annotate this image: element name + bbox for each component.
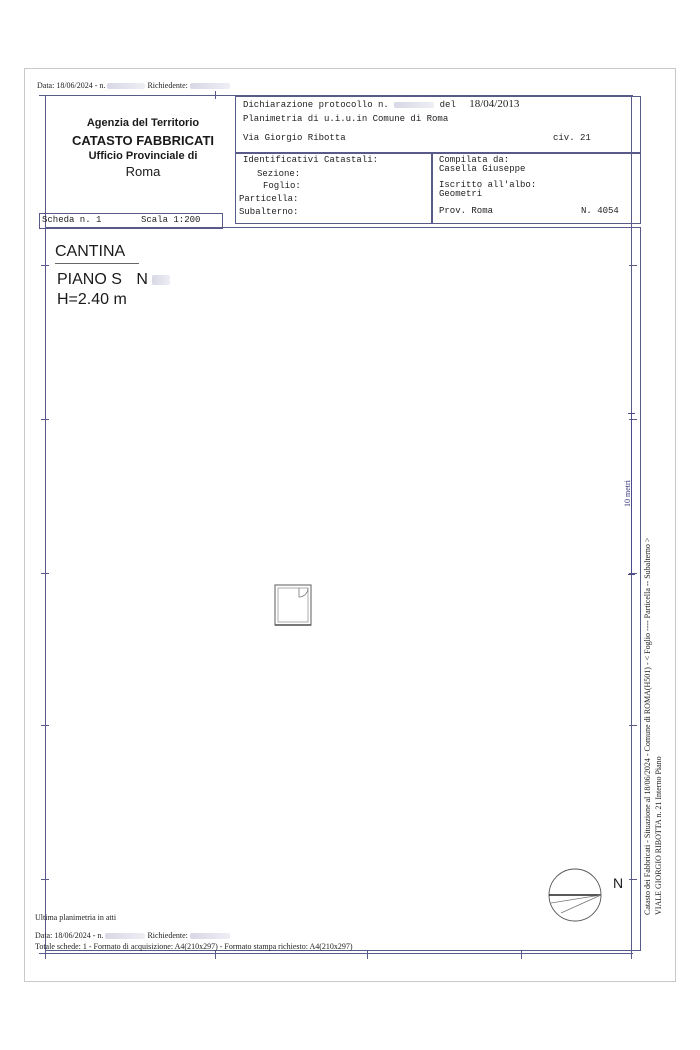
tick	[41, 265, 49, 266]
north-label: N	[613, 875, 624, 891]
scale-bar-cap-bottom	[628, 574, 635, 575]
footer-date: Data: 18/06/2024 - n.	[35, 931, 104, 940]
tick	[41, 879, 49, 880]
room-name: CANTINA	[55, 243, 126, 260]
redacted-footer-richiedente	[190, 933, 230, 939]
scheda-scale: Scala 1:200	[141, 215, 201, 225]
compass-arrow	[551, 895, 601, 913]
scale-bar-cap-top	[628, 413, 635, 414]
drawing-frame	[45, 227, 641, 951]
floor-text: PIANO S	[57, 271, 122, 288]
protocol-label: Dichiarazione protocollo n.	[243, 100, 389, 110]
declaration-date: 18/04/2013	[469, 98, 520, 110]
tick	[629, 265, 637, 266]
floor-label	[57, 271, 170, 289]
redacted-protocol	[394, 102, 434, 108]
civic-number: civ. 21	[553, 133, 591, 143]
agency-name: Agenzia del Territorio	[86, 117, 200, 129]
redacted-floor	[152, 275, 170, 285]
tick	[41, 725, 49, 726]
footer-richiedente: Richiedente:	[147, 931, 188, 940]
address-line: Via Giorgio Ribotta	[243, 133, 346, 143]
albo-value: Geometri	[439, 189, 483, 199]
redacted-number	[107, 83, 145, 89]
redacted-richiedente	[190, 83, 230, 89]
floor-plan	[271, 581, 315, 629]
foglio-label: Foglio:	[263, 181, 301, 191]
subalterno-label: Subalterno:	[239, 207, 299, 217]
agency-block	[45, 117, 241, 179]
tick	[215, 91, 216, 99]
floor-suffix: N	[136, 271, 148, 288]
tick	[629, 879, 637, 880]
albo-label: Iscritto all'albo:	[439, 180, 537, 190]
north-arrow	[543, 867, 613, 927]
albo-number: N. 4054	[581, 206, 619, 216]
scheda-number: Scheda n. 1	[42, 215, 102, 225]
tick	[367, 951, 368, 959]
del-label: del	[439, 100, 456, 110]
tick	[41, 419, 49, 420]
side-note-line1: Catasto dei Fabbricati - Situazione al 18/06/2024 - Comune di ROMA(H501) - < Foglio ---- Particella -- Subalterno >	[643, 537, 652, 915]
frame-bottom-line	[39, 953, 633, 954]
ufficio-city: Roma	[125, 164, 161, 179]
planimetria-line: Planimetria di u.i.u.in Comune di Roma	[243, 114, 449, 124]
catasto-title: CATASTO FABBRICATI	[71, 133, 215, 148]
door-swing	[299, 588, 308, 597]
tick	[215, 951, 216, 959]
top-note-date: Data: 18/06/2024 - n.	[37, 81, 106, 90]
footer-totale: Totale schede: 1 - Formato di acquisizione: A4(210x297) - Formato stampa richiesto: A4(210x297)	[35, 942, 353, 951]
footer-data-line	[35, 931, 230, 940]
room-height: H=2.40 m	[57, 291, 127, 308]
top-note-richiedente: Richiedente:	[147, 81, 188, 90]
top-note	[37, 81, 230, 90]
cadastral-sheet	[24, 68, 676, 982]
room-inner-wall	[278, 588, 308, 622]
tick	[629, 725, 637, 726]
room-underline	[55, 263, 139, 264]
scale-bar-label: 10 metri	[623, 480, 632, 507]
particella-label: Particella:	[239, 194, 299, 204]
compilata-label: Compilata da:	[439, 155, 510, 165]
ufficio-label: Ufficio Provinciale di	[88, 150, 198, 162]
province-label: Prov. Roma	[439, 206, 494, 216]
sezione-label: Sezione:	[257, 169, 301, 179]
redacted-footer-number	[105, 933, 145, 939]
room-label	[55, 243, 125, 261]
identifiers-title: Identificativi Catastali:	[243, 155, 379, 165]
side-note-line2: VIALE GIORGIO RIBOTTA n. 21 Interno Piano	[654, 756, 663, 915]
declaration-protocol	[243, 98, 519, 110]
room-outline	[275, 585, 311, 625]
tick	[41, 573, 49, 574]
tick	[521, 951, 522, 959]
compiler-name: Casella Giuseppe	[439, 164, 526, 174]
footer-ultima: Ultima planimetria in atti	[35, 913, 117, 922]
